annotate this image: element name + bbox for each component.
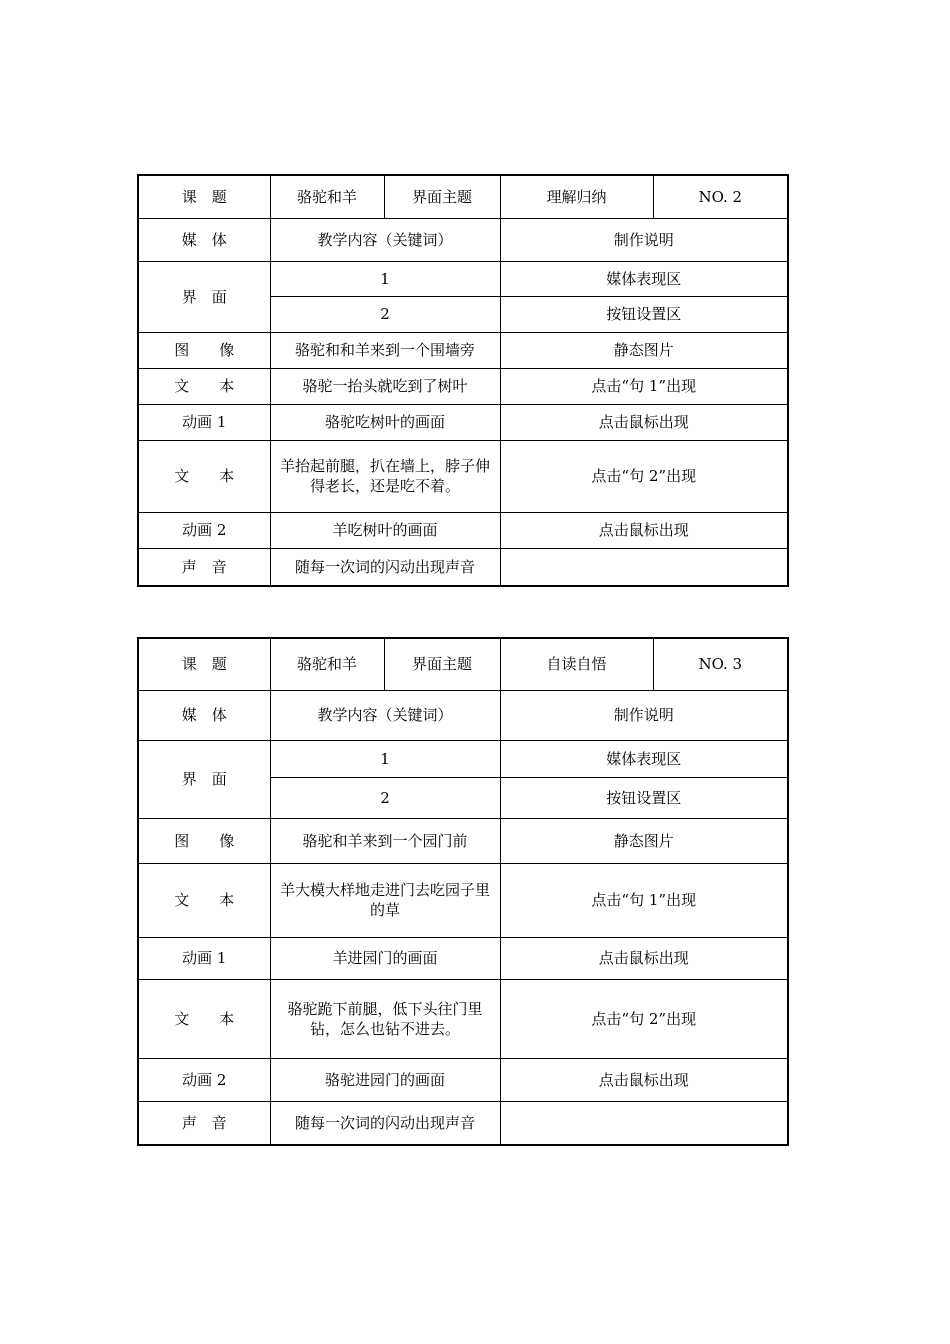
interface-label: 界 面	[138, 740, 270, 818]
column-header-row	[138, 218, 788, 261]
note-cell: 点击“句 2”出现	[500, 979, 788, 1058]
content-cell: 随每一次词的闪动出现声音	[270, 548, 500, 586]
note-cell: 静态图片	[500, 332, 788, 368]
design-table-2	[137, 637, 789, 1146]
note-cell: 点击鼠标出现	[500, 1058, 788, 1101]
content-cell: 羊大模大样地走进门去吃园子里的草	[270, 863, 500, 937]
theme-value: 自读自悟	[500, 638, 653, 690]
lesson-label: 课 题	[138, 638, 270, 690]
column-header-row	[138, 690, 788, 740]
interface-note: 媒体表现区	[500, 261, 788, 296]
media-cell: 图 像	[138, 818, 270, 863]
content-cell: 骆驼一抬头就吃到了树叶	[270, 368, 500, 404]
theme-value: 理解归纳	[500, 175, 653, 218]
media-cell: 文 本	[138, 440, 270, 512]
table-row	[138, 979, 788, 1058]
table-row	[138, 512, 788, 548]
table-row	[138, 1058, 788, 1101]
media-cell: 文 本	[138, 368, 270, 404]
theme-label: 界面主题	[384, 638, 500, 690]
note-cell: 点击“句 1”出现	[500, 368, 788, 404]
media-cell: 图 像	[138, 332, 270, 368]
table-row	[138, 404, 788, 440]
note-cell: 静态图片	[500, 818, 788, 863]
content-cell: 羊抬起前腿，扒在墙上，脖子伸得老长，还是吃不着。	[270, 440, 500, 512]
lesson-title: 骆驼和羊	[270, 175, 384, 218]
page-number: NO. 3	[653, 638, 788, 690]
media-cell: 动画 1	[138, 404, 270, 440]
interface-note: 媒体表现区	[500, 740, 788, 777]
content-cell: 羊吃树叶的画面	[270, 512, 500, 548]
table-row	[138, 818, 788, 863]
content-header: 教学内容（关键词）	[270, 690, 500, 740]
interface-note: 按钮设置区	[500, 296, 788, 332]
content-cell: 骆驼和和羊来到一个围墙旁	[270, 332, 500, 368]
table-row	[138, 863, 788, 937]
table-row	[138, 937, 788, 979]
interface-label: 界 面	[138, 261, 270, 332]
content-cell: 骆驼进园门的画面	[270, 1058, 500, 1101]
theme-label: 界面主题	[384, 175, 500, 218]
media-cell: 声 音	[138, 1101, 270, 1145]
page-number: NO. 2	[653, 175, 788, 218]
interface-content: 2	[270, 296, 500, 332]
media-header: 媒 体	[138, 690, 270, 740]
note-cell	[500, 548, 788, 586]
header-row	[138, 175, 788, 218]
content-cell: 羊进园门的画面	[270, 937, 500, 979]
lesson-title: 骆驼和羊	[270, 638, 384, 690]
content-cell: 随每一次词的闪动出现声音	[270, 1101, 500, 1145]
note-cell: 点击鼠标出现	[500, 937, 788, 979]
interface-content: 1	[270, 261, 500, 296]
interface-content: 1	[270, 740, 500, 777]
note-cell: 点击鼠标出现	[500, 512, 788, 548]
media-cell: 动画 2	[138, 512, 270, 548]
media-cell: 动画 1	[138, 937, 270, 979]
interface-row-1	[138, 261, 788, 296]
content-cell: 骆驼和羊来到一个园门前	[270, 818, 500, 863]
media-cell: 声 音	[138, 548, 270, 586]
media-header: 媒 体	[138, 218, 270, 261]
table-row	[138, 440, 788, 512]
interface-row-1	[138, 740, 788, 777]
interface-note: 按钮设置区	[500, 777, 788, 818]
media-cell: 文 本	[138, 979, 270, 1058]
content-cell: 骆驼跪下前腿，低下头往门里钻，怎么也钻不进去。	[270, 979, 500, 1058]
design-table-1	[137, 174, 789, 587]
lesson-label: 课 题	[138, 175, 270, 218]
table-row	[138, 368, 788, 404]
content-cell: 骆驼吃树叶的画面	[270, 404, 500, 440]
table-row	[138, 548, 788, 586]
note-header: 制作说明	[500, 218, 788, 261]
table-row	[138, 1101, 788, 1145]
note-cell	[500, 1101, 788, 1145]
content-header: 教学内容（关键词）	[270, 218, 500, 261]
note-header: 制作说明	[500, 690, 788, 740]
table-row	[138, 332, 788, 368]
note-cell: 点击“句 2”出现	[500, 440, 788, 512]
media-cell: 文 本	[138, 863, 270, 937]
note-cell: 点击鼠标出现	[500, 404, 788, 440]
header-row	[138, 638, 788, 690]
note-cell: 点击“句 1”出现	[500, 863, 788, 937]
media-cell: 动画 2	[138, 1058, 270, 1101]
interface-content: 2	[270, 777, 500, 818]
